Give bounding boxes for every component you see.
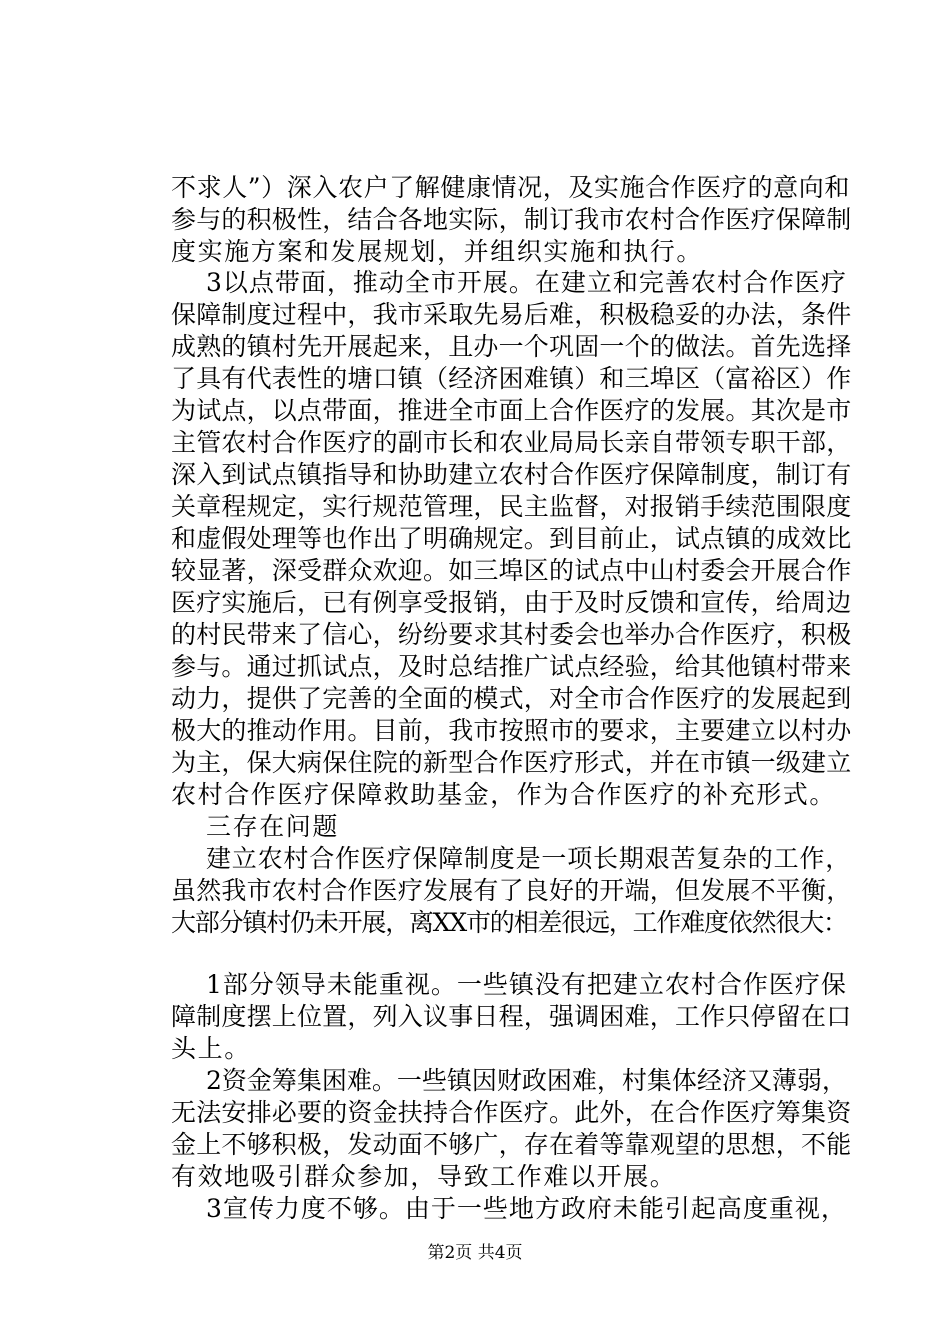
body-text-line: 大部分镇村仍未开展，离XX市的相差很远，工作难度依然很大： <box>171 908 847 937</box>
body-text-line: 农村合作医疗保障救助基金，作为合作医疗的补充形式。 <box>171 780 837 809</box>
paragraph-start-line: 3宣传力度不够。由于一些地方政府未能引起高度重视， <box>206 1194 847 1223</box>
paragraph-start-line: 3以点带面，推动全市开展。在建立和完善农村合作医疗 <box>206 268 847 297</box>
page-number-footer: 第2页 共4页 <box>427 1243 523 1263</box>
paragraph-start-line: 1部分领导未能重视。一些镇没有把建立农村合作医疗保 <box>206 970 847 999</box>
body-text-line: 头上。 <box>171 1034 251 1063</box>
body-text-line: 了具有代表性的塘口镇（经济困难镇）和三埠区（富裕区）作 <box>171 364 852 393</box>
body-text-line: 主管农村合作医疗的副市长和农业局局长亲自带领专职干部， <box>171 428 852 457</box>
body-text-line: 无法安排必要的资金扶持合作医疗。此外，在合作医疗筹集资 <box>171 1098 852 1127</box>
body-text-line: 度实施方案和发展规划，并组织实施和执行。 <box>171 237 704 266</box>
body-text-line: 为主，保大病保住院的新型合作医疗形式，并在市镇一级建立 <box>171 748 852 777</box>
body-text-line: 医疗实施后，已有例享受报销，由于及时反馈和宣传，给周边 <box>171 588 852 617</box>
body-text-line: 深入到试点镇指导和协助建立农村合作医疗保障制度，制订有 <box>171 460 852 489</box>
body-text-line: 障制度摆上位置，列入议事日程，强调困难，工作只停留在口 <box>171 1002 852 1031</box>
body-text-line: 的村民带来了信心，纷纷要求其村委会也举办合作医疗，积极 <box>171 620 852 649</box>
body-text-line: 动力，提供了完善的全面的模式，对全市合作医疗的发展起到 <box>171 684 852 713</box>
body-text-line: 不求人”）深入农户了解健康情况，及实施合作医疗的意向和 <box>171 173 850 202</box>
body-text-line: 参与的积极性，结合各地实际，制订我市农村合作医疗保障制 <box>171 205 852 234</box>
body-text-line: 保障制度过程中，我市采取先易后难，积极稳妥的办法，条件 <box>171 300 852 329</box>
body-text-line: 关章程规定，实行规范管理，民主监督，对报销手续范围限度 <box>171 492 852 521</box>
paragraph-start-line: 建立农村合作医疗保障制度是一项长期艰苦复杂的工作， <box>206 844 852 873</box>
section-heading: 三存在问题 <box>206 812 340 841</box>
body-text-line: 参与。通过抓试点，及时总结推广试点经验，给其他镇村带来 <box>171 652 852 681</box>
body-text-line: 虽然我市农村合作医疗发展有了良好的开端，但发展不平衡， <box>171 876 852 905</box>
body-text-line: 和虚假处理等也作出了明确规定。到目前止，试点镇的成效比 <box>171 524 852 553</box>
body-text-line: 为试点，以点带面，推进全市面上合作医疗的发展。其次是市 <box>171 396 852 425</box>
paragraph-start-line: 2资金筹集困难。一些镇因财政困难，村集体经济又薄弱， <box>206 1066 847 1095</box>
body-text-line: 极大的推动作用。目前，我市按照市的要求，主要建立以村办 <box>171 716 852 745</box>
body-text-line: 成熟的镇村先开展起来，且办一个巩固一个的做法。首先选择 <box>171 332 852 361</box>
body-text-line: 有效地吸引群众参加，导致工作难以开展。 <box>171 1162 677 1191</box>
body-text-line: 金上不够积极，发动面不够广，存在着等靠观望的思想，不能 <box>171 1130 852 1159</box>
body-text-line: 较显著，深受群众欢迎。如三埠区的试点中山村委会开展合作 <box>171 556 852 585</box>
